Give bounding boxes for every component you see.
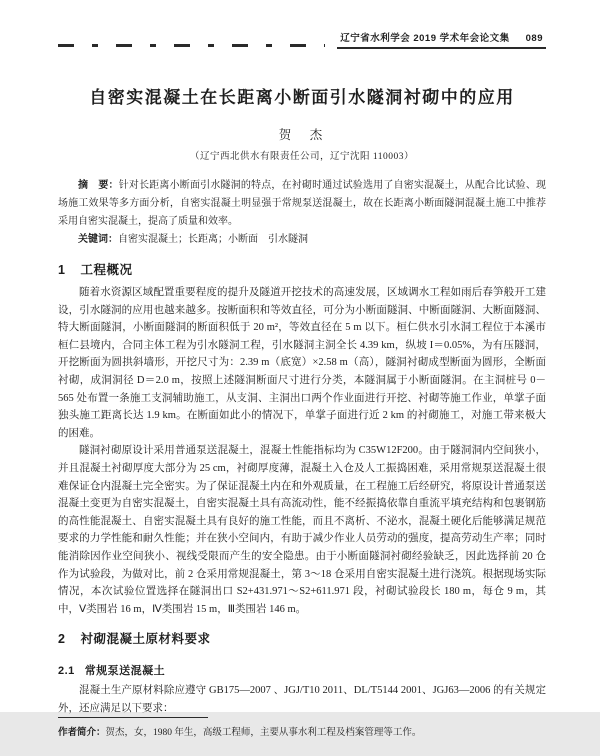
author-affiliation: （辽宁西北供水有限责任公司，辽宁沈阳 110003） <box>189 152 415 162</box>
footnote-divider <box>58 717 208 718</box>
section-2-number: 2 <box>58 632 66 647</box>
footnote <box>58 717 546 756</box>
proceedings-title: 辽宁省水利学会 2019 学术年会论文集 <box>340 33 510 44</box>
section-2-1-title: 常规泵送混凝土 <box>84 665 166 678</box>
keywords-text: 自密实混凝土；长距离；小断面 引水隧洞 <box>118 234 308 245</box>
section-2-title: 衬砌混凝土原材料要求 <box>80 632 211 647</box>
section-1-number: 1 <box>58 263 66 277</box>
paper-title: 自密实混凝土在长距离小断面引水隧洞衬砌中的应用 <box>89 88 515 107</box>
header-rule <box>58 44 325 47</box>
abstract-label: 摘 要： <box>78 180 119 191</box>
keywords-label: 关键词： <box>78 234 118 245</box>
section-2-heading <box>58 629 546 647</box>
abstract <box>58 177 546 231</box>
page-number: 089 <box>525 33 543 44</box>
section-1-title: 工程概况 <box>80 263 133 277</box>
section-1-paragraph-1: 随着水资源区域配置重要程度的提升及隧道开挖技术的高速发展，区域调水工程如雨后春笋般开工建设，引水隧洞的应用也越来越多。按断面积和等效直径，可分为小断面隧洞、中断面隧洞、大断面隧洞、特大断面隧洞，小断面隧洞的断面积低于 20 m²，等效直径在 5 m 以下。桓仁供水引水洞工程位于本溪市桓仁县境内，合同主体工程为引水隧洞工程，引水隧洞主洞全长 4.39 km，纵坡 I＝0.05%，为有压隧洞，开挖断面为圆拱斜墙形，开挖尺寸为：2.39 m（底宽）×2.58 m（高），隧洞衬砌成型断面为圆形，全断面衬砌，成洞洞径 D＝2.0 m，按照上述隧洞断面尺寸进行分类，本隧洞属于小断面隧洞。在主洞桩号 0－565 处布置一条施工支洞辅助施工，从支洞、主洞出口两个作业面进行开挖、衬砌等施工作业，单掌子面独头施工距离长达 1.9 km。在断面如此小的情况下，单掌子面进行近 2 km 的衬砌施工，对施工带来极大的困难。 <box>58 287 546 439</box>
author-bio <box>58 726 546 740</box>
section-1-heading <box>58 260 546 278</box>
header-meta <box>337 30 546 49</box>
section-2-1-paragraph-1: 混凝土生产原材料除应遵守 GB175—2007 、JGJ/T10 2011、DL/T5144 2001、JGJ63—2006 的有关规定外，还应满足以下要求： <box>58 685 546 714</box>
section-2-1-heading <box>58 662 546 678</box>
section-2-1-number: 2.1 <box>58 665 75 678</box>
page-header <box>58 0 546 49</box>
author-name: 贺 杰 <box>278 128 326 142</box>
author-bio-label: 作者简介： <box>58 727 106 739</box>
section-1-paragraph-2: 隧洞衬砌原设计采用普通泵送混凝土，混凝土性能指标均为 C35W12F200。由于隧洞洞内空间狭小，并且混凝土衬砌厚度大部分为 25 cm，衬砌厚度薄，混凝土入仓及人工振捣困难，采用常规泵送混凝土很难保证仓内混凝土完全密实。为了保证混凝土内在和外观质量，在工程施工后经研究，将原设计普通泵送混凝土变更为自密实混凝土，自密实混凝土具有高流动性，能不经振捣依靠自重流平填充结构和包裹钢筋的高性能混凝土、自密实混凝土具有良好的施工性能，而且不离析、不泌水，混凝土硬化后能够满足规范要求的力学性能和耐久性能；并在狭小空间内，有助于减少作业人员劳动的强度，提高劳动生产率；同时能消除因作业空间狭小、视线受限而产生的安全隐患。由于小断面隧洞衬砌经验缺乏，因此选择前 20 仓作为试验段，为做对比，前 2 仓采用常规混凝土，第 3～18 仓采用自密实混凝土进行浇筑。根据现场实际情况，本次试验位置选择在隧洞出口 S2+431.971～S2+611.971 段，衬砌试验段长 180 m，每仓 9 m，其中，Ⅴ类围岩 16 m，Ⅳ类围岩 15 m，Ⅲ类围岩 146 m。 <box>58 445 546 615</box>
keywords <box>58 231 546 249</box>
author-bio-text: 贺杰，女，1980 年生，高级工程师，主要从事水利工程及档案管理等工作。 <box>105 728 422 739</box>
abstract-text: 针对长距离小断面引水隧洞的特点，在衬砌时通过试验选用了自密实混凝土，从配合比试验、现场施工效果等多方面分析，自密实混凝土明显强于常规泵送混凝土，故在长距离小断面隧洞混凝土施工中推荐采用自密实混凝土，提高了质量和效率。 <box>58 180 547 227</box>
